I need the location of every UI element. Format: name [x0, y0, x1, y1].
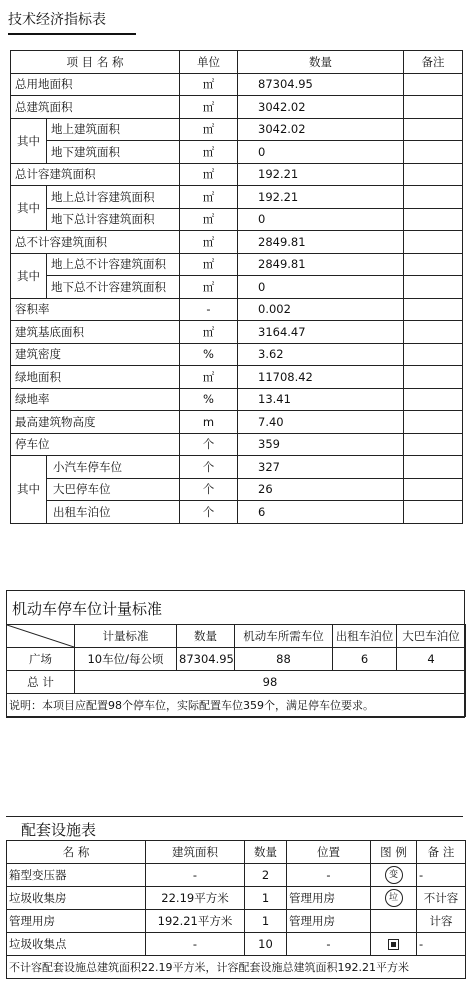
item-name: 地下建筑面积 — [47, 141, 180, 164]
table-row — [11, 501, 463, 524]
parking-table-title: 机动车停车位计量标准 — [12, 600, 163, 618]
item-unit: m — [180, 411, 238, 434]
item-qty: 0 — [238, 141, 404, 164]
facility-area: - — [146, 864, 245, 887]
facility-table-top-border — [6, 816, 463, 817]
facility-area: 192.21平方米 — [146, 910, 245, 933]
item-note — [404, 141, 463, 164]
table-row — [11, 118, 463, 141]
item-name: 建筑密度 — [11, 343, 180, 366]
item-unit: ㎡ — [180, 231, 238, 254]
table-row — [11, 73, 463, 96]
item-note — [404, 118, 463, 141]
item-unit: ㎡ — [180, 186, 238, 209]
header-cell: 机动车所需车位 — [235, 625, 333, 648]
item-qty: 192.21 — [238, 186, 404, 209]
item-unit: - — [180, 298, 238, 321]
item-note — [404, 388, 463, 411]
table-row — [11, 253, 463, 276]
table-row — [7, 887, 466, 910]
item-qty: 3042.02 — [238, 96, 404, 119]
item-unit: 个 — [180, 456, 238, 479]
header-cell: 建筑面积 — [146, 841, 245, 864]
item-note — [404, 96, 463, 119]
item-qty: 13.41 — [238, 388, 404, 411]
legend-cell — [371, 933, 417, 956]
table-row — [11, 163, 463, 186]
table-row — [11, 231, 463, 254]
item-name: 总用地面积 — [11, 73, 180, 96]
facility-location: - — [287, 864, 371, 887]
item-note — [404, 411, 463, 434]
item-note — [404, 366, 463, 389]
parking-note: 说明：本项目应配置98个停车位，实际配置车位359个，满足停车位要求。 — [7, 694, 466, 717]
total-value: 98 — [75, 671, 466, 694]
legend-cell — [371, 910, 417, 933]
item-note — [404, 433, 463, 456]
table-row — [11, 343, 463, 366]
item-qty: 0 — [238, 276, 404, 299]
table-row — [11, 433, 463, 456]
needed-cell: 88 — [235, 648, 333, 671]
table-row — [7, 671, 466, 694]
item-note — [404, 298, 463, 321]
item-unit: ㎡ — [180, 163, 238, 186]
item-qty: 3164.47 — [238, 321, 404, 344]
item-qty: 87304.95 — [238, 73, 404, 96]
table-row — [7, 910, 466, 933]
header-cell: 数量 — [238, 51, 404, 74]
item-note — [404, 208, 463, 231]
item-unit: ㎡ — [180, 118, 238, 141]
item-note — [404, 321, 463, 344]
table-row — [11, 298, 463, 321]
item-name: 容积率 — [11, 298, 180, 321]
qty-cell: 87304.95 — [177, 648, 235, 671]
item-unit: ㎡ — [180, 321, 238, 344]
item-name: 总建筑面积 — [11, 96, 180, 119]
table-row — [11, 366, 463, 389]
total-label: 总 计 — [7, 671, 75, 694]
item-note — [404, 276, 463, 299]
garbage-point-square-icon — [388, 939, 399, 950]
table-row — [11, 411, 463, 434]
item-name: 建筑基底面积 — [11, 321, 180, 344]
table-row — [11, 478, 463, 501]
item-name: 绿地面积 — [11, 366, 180, 389]
table-header-row — [11, 51, 463, 74]
header-cell: 图 例 — [371, 841, 417, 864]
facility-note: 不计容 — [417, 887, 466, 910]
facility-name: 垃圾收集房 — [7, 887, 146, 910]
group-label: 其中 — [11, 118, 47, 163]
item-unit: % — [180, 388, 238, 411]
item-qty: 3042.02 — [238, 118, 404, 141]
table-row — [11, 456, 463, 479]
table-row — [11, 208, 463, 231]
item-unit: 个 — [180, 501, 238, 524]
item-name: 地上总不计容建筑面积 — [47, 253, 180, 276]
item-note — [404, 456, 463, 479]
facility-location: 管理用房 — [287, 887, 371, 910]
parking-standard-table — [6, 624, 466, 717]
item-unit: ㎡ — [180, 73, 238, 96]
item-note — [404, 163, 463, 186]
item-note — [404, 253, 463, 276]
item-note — [404, 231, 463, 254]
item-unit: 个 — [180, 478, 238, 501]
item-qty: 11708.42 — [238, 366, 404, 389]
item-qty: 0.002 — [238, 298, 404, 321]
table-row — [7, 933, 466, 956]
facility-table — [6, 840, 466, 979]
facility-name: 管理用房 — [7, 910, 146, 933]
facility-location: - — [287, 933, 371, 956]
item-unit: ㎡ — [180, 276, 238, 299]
item-qty: 6 — [238, 501, 404, 524]
item-unit: 个 — [180, 433, 238, 456]
table-row — [11, 276, 463, 299]
item-qty: 3.62 — [238, 343, 404, 366]
item-unit: ㎡ — [180, 366, 238, 389]
facility-qty: 2 — [245, 864, 287, 887]
row-label: 广场 — [7, 648, 75, 671]
header-cell: 出租车泊位 — [333, 625, 397, 648]
item-name: 最高建筑物高度 — [11, 411, 180, 434]
tech-indicator-table — [10, 50, 463, 524]
item-qty: 327 — [238, 456, 404, 479]
facility-location: 管理用房 — [287, 910, 371, 933]
title-underline — [8, 33, 136, 35]
facility-area: - — [146, 933, 245, 956]
header-cell: 计量标准 — [75, 625, 177, 648]
transformer-legend-icon: 变 — [385, 866, 403, 884]
item-qty: 26 — [238, 478, 404, 501]
standard-cell: 10车位/每公顷 — [75, 648, 177, 671]
header-cell: 数量 — [245, 841, 287, 864]
facility-qty: 10 — [245, 933, 287, 956]
table-row — [7, 648, 466, 671]
taxi-cell: 6 — [333, 648, 397, 671]
item-name: 停车位 — [11, 433, 180, 456]
table-header-row — [7, 625, 466, 648]
header-cell: 项 目 名 称 — [11, 51, 180, 74]
header-cell: 数量 — [177, 625, 235, 648]
item-name: 大巴停车位 — [47, 478, 180, 501]
item-name: 总不计容建筑面积 — [11, 231, 180, 254]
item-name: 地下总不计容建筑面积 — [47, 276, 180, 299]
item-unit: ㎡ — [180, 253, 238, 276]
table-row — [7, 864, 466, 887]
legend-cell — [371, 864, 417, 887]
header-cell: 备注 — [404, 51, 463, 74]
facility-note: - — [417, 933, 466, 956]
item-name: 地上总计容建筑面积 — [47, 186, 180, 209]
item-note — [404, 73, 463, 96]
header-cell: 大巴车泊位 — [397, 625, 466, 648]
facility-footer-note: 不计容配套设施总建筑面积22.19平方米，计容配套设施总建筑面积192.21平方米 — [7, 956, 466, 979]
facility-qty: 1 — [245, 910, 287, 933]
table-row — [11, 186, 463, 209]
facility-area: 22.19平方米 — [146, 887, 245, 910]
item-qty: 359 — [238, 433, 404, 456]
facility-note: 计容 — [417, 910, 466, 933]
garbage-room-legend-icon: 垃 — [385, 889, 403, 907]
bus-cell: 4 — [397, 648, 466, 671]
item-unit: % — [180, 343, 238, 366]
facility-note: - — [417, 864, 466, 887]
item-note — [404, 478, 463, 501]
group-label: 其中 — [11, 456, 47, 524]
diagonal-corner-cell — [7, 625, 75, 648]
item-qty: 2849.81 — [238, 253, 404, 276]
item-qty: 2849.81 — [238, 231, 404, 254]
item-unit: ㎡ — [180, 141, 238, 164]
legend-cell — [371, 887, 417, 910]
facility-table-title: 配套设施表 — [21, 821, 97, 839]
item-unit: ㎡ — [180, 96, 238, 119]
facility-qty: 1 — [245, 887, 287, 910]
item-name: 总计容建筑面积 — [11, 163, 180, 186]
table-row — [7, 694, 466, 717]
item-note — [404, 343, 463, 366]
item-note — [404, 501, 463, 524]
item-unit: ㎡ — [180, 208, 238, 231]
item-name: 小汽车停车位 — [47, 456, 180, 479]
item-qty: 0 — [238, 208, 404, 231]
table-row — [11, 321, 463, 344]
item-note — [404, 186, 463, 209]
facility-name: 垃圾收集点 — [7, 933, 146, 956]
header-cell: 备 注 — [417, 841, 466, 864]
group-label: 其中 — [11, 253, 47, 298]
item-name: 绿地率 — [11, 388, 180, 411]
facility-name: 箱型变压器 — [7, 864, 146, 887]
item-name: 出租车泊位 — [47, 501, 180, 524]
item-qty: 192.21 — [238, 163, 404, 186]
item-name: 地上建筑面积 — [47, 118, 180, 141]
item-qty: 7.40 — [238, 411, 404, 434]
table-header-row — [7, 841, 466, 864]
table-row — [11, 388, 463, 411]
table-row — [11, 96, 463, 119]
group-label: 其中 — [11, 186, 47, 231]
table-row — [11, 141, 463, 164]
header-cell: 名 称 — [7, 841, 146, 864]
table-row — [7, 956, 466, 979]
tech-table-title: 技术经济指标表 — [8, 12, 106, 28]
header-cell: 位置 — [287, 841, 371, 864]
item-name: 地下总计容建筑面积 — [47, 208, 180, 231]
header-cell: 单位 — [180, 51, 238, 74]
